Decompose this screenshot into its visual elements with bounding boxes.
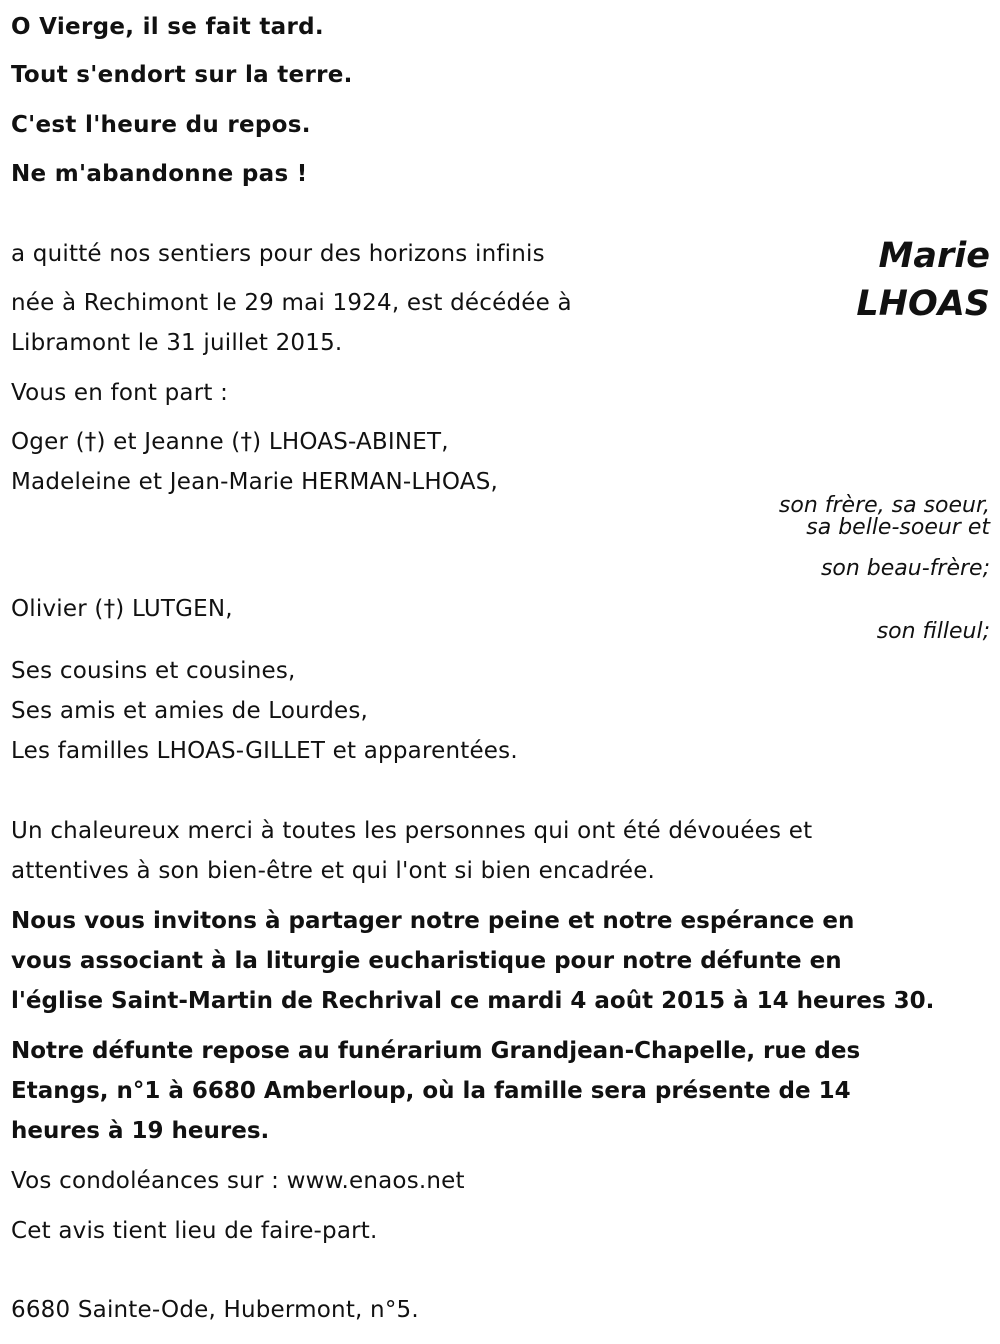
intro-line: née à Rechimont le 29 mai 1924, est décédée à xyxy=(11,290,572,316)
ceremony-line: vous associant à la liturgie eucharistique pour notre défunte en xyxy=(11,948,842,974)
relation-text: son filleul; xyxy=(876,619,990,644)
deceased-last-name: LHOAS xyxy=(856,284,990,324)
deceased-first-name: Marie xyxy=(878,236,990,276)
ceremony-line: l'église Saint-Martin de Rechrival ce mardi 4 août 2015 à 14 heures 30. xyxy=(11,988,935,1014)
relation-text: son frère, sa soeur, xyxy=(778,493,990,518)
intro-line: a quitté nos sentiers pour des horizons infinis xyxy=(11,241,545,267)
relation-text: sa belle-soeur et xyxy=(806,515,990,540)
family-line: Madeleine et Jean-Marie HERMAN-LHOAS, xyxy=(11,469,499,495)
family-line: Les familles LHOAS-GILLET et apparentées. xyxy=(11,738,518,764)
funerarium-line: Notre défunte repose au funérarium Grandjean-Chapelle, rue des xyxy=(11,1038,861,1064)
ceremony-line: Nous vous invitons à partager notre peine et notre espérance en xyxy=(11,908,855,934)
address-text: 6680 Sainte-Ode, Hubermont, n°5. xyxy=(11,1297,419,1323)
family-line: Olivier (†) LUTGEN, xyxy=(11,596,233,622)
family-line: Oger (†) et Jeanne (†) LHOAS-ABINET, xyxy=(11,429,449,455)
condolences-link[interactable]: www.enaos.net xyxy=(286,1168,465,1194)
poem-line: C'est l'heure du repos. xyxy=(11,112,311,138)
thanks-line: attentives à son bien-être et qui l'ont si bien encadrée. xyxy=(11,858,656,884)
thanks-line: Un chaleureux merci à toutes les personnes qui ont été dévouées et xyxy=(11,818,813,844)
condolences-label: Vos condoléances sur : xyxy=(11,1168,287,1194)
funerarium-line: Etangs, n°1 à 6680 Amberloup, où la famille sera présente de 14 xyxy=(11,1078,851,1104)
poem-line: O Vierge, il se fait tard. xyxy=(11,14,324,40)
poem-line: Tout s'endort sur la terre. xyxy=(11,62,353,88)
relation-text: son beau-frère; xyxy=(820,556,990,581)
family-line: Ses amis et amies de Lourdes, xyxy=(11,698,369,724)
notice-text: Cet avis tient lieu de faire-part. xyxy=(11,1218,378,1244)
funerarium-line: heures à 19 heures. xyxy=(11,1118,270,1144)
condolences-line xyxy=(11,1166,465,1196)
intro-line: Libramont le 31 juillet 2015. xyxy=(11,330,343,356)
family-line: Ses cousins et cousines, xyxy=(11,658,296,684)
poem-line: Ne m'abandonne pas ! xyxy=(11,161,308,187)
announcement-label: Vous en font part : xyxy=(11,380,229,406)
